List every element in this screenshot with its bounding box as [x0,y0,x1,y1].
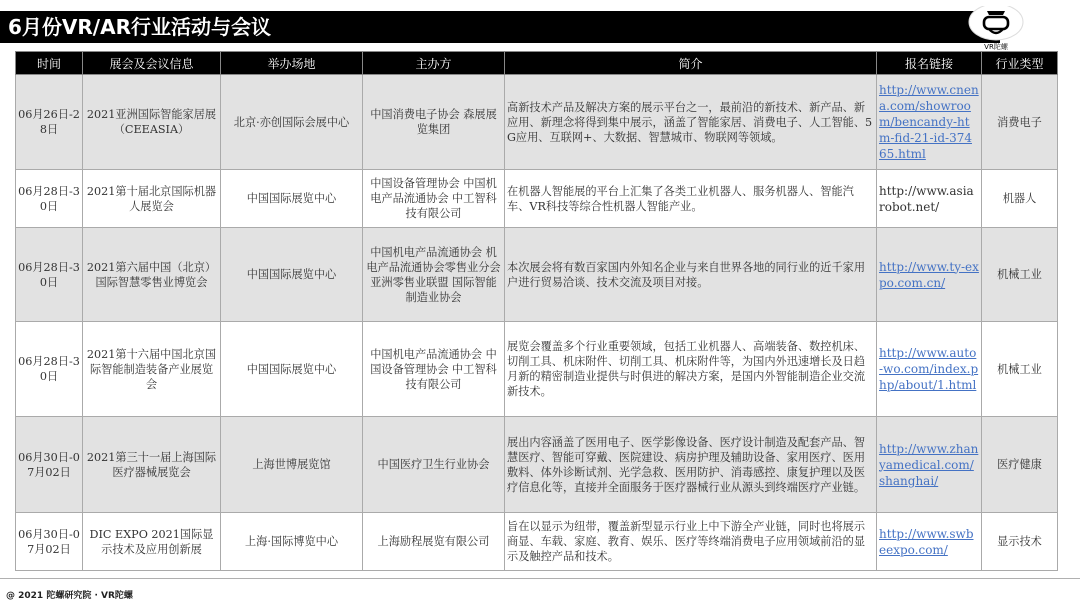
title-bar [0,11,1000,43]
page-title: 6月份VR/AR行业活动与会议 [8,15,271,39]
cell-venue: 中国国际展览中心 [221,322,363,417]
cell-event: 2021第三十一届上海国际医疗器械展览会 [83,417,221,513]
table-row [16,75,1058,170]
header-event: 展会及会议信息 [83,52,221,75]
cell-industry: 机械工业 [982,228,1058,322]
cell-event: DIC EXPO 2021国际显示技术及应用创新展 [83,513,221,571]
header-organizer: 主办方 [363,52,505,75]
cell-event: 2021第六届中国（北京）国际智慧零售业博览会 [83,228,221,322]
footer-divider [0,578,1080,579]
cell-link[interactable]: http://www.swbeexpo.com/ [877,513,982,571]
cell-intro: 在机器人智能展的平台上汇集了各类工业机器人、服务机器人、智能汽车、VR科技等综合性机器人智能产业。 [505,170,877,228]
header-date: 时间 [16,52,83,75]
cell-venue: 上海世博展览馆 [221,417,363,513]
logo [967,6,1025,54]
cell-date: 06月30日-07月02日 [16,513,83,571]
cell-link[interactable]: http://www.auto-wo.com/index.php/about/1.html [877,322,982,417]
footer-copyright: @ 2021 陀螺研究院 · VR陀螺 [6,591,133,601]
cell-venue: 北京·亦创国际会展中心 [221,75,363,170]
cell-link[interactable]: http://www.cnena.com/showroom/bencandy-htm-fid-21-id-37465.html [877,75,982,170]
cell-event: 2021第十届北京国际机器人展览会 [83,170,221,228]
cell-event: 2021亚洲国际智能家居展（CEEASIA） [83,75,221,170]
cell-venue: 中国国际展览中心 [221,170,363,228]
cell-link[interactable]: http://www.ty-expo.com.cn/ [877,228,982,322]
cell-venue: 中国国际展览中心 [221,228,363,322]
cell-organizer: 中国机电产品流通协会 中国设备管理协会 中工智科技有限公司 [363,322,505,417]
logo-text: VR陀螺 [984,43,1008,51]
cell-organizer: 中国机电产品流通协会 机电产品流通协会零售业分会 亚洲零售业联盟 国际智能制造业协会 [363,228,505,322]
cell-intro: 旨在以显示为纽带，覆盖新型显示行业上中下游全产业链，同时也将展示商显、车载、家庭、教育、娱乐、医疗等终端消费电子应用领域前沿的显示及触控产品和技术。 [505,513,877,571]
cell-link[interactable]: http://www.asiarobot.net/ [877,170,982,228]
cell-date: 06月28日-30日 [16,170,83,228]
cell-industry: 显示技术 [982,513,1058,571]
cell-venue: 上海·国际博览中心 [221,513,363,571]
cell-date: 06月28日-30日 [16,228,83,322]
cell-intro: 本次展会将有数百家国内外知名企业与来自世界各地的同行业的近千家用户进行贸易洽谈、技术交流及项目对接。 [505,228,877,322]
cell-organizer: 中国医疗卫生行业协会 [363,417,505,513]
cell-event: 2021第十六届中国北京国际智能制造装备产业展览会 [83,322,221,417]
cell-industry: 医疗健康 [982,417,1058,513]
cell-organizer: 上海励程展览有限公司 [363,513,505,571]
table-row [16,417,1058,513]
header-link: 报名链接 [877,52,982,75]
events-table [15,51,1058,571]
cell-industry: 消费电子 [982,75,1058,170]
header-venue: 举办场地 [221,52,363,75]
cell-industry: 机器人 [982,170,1058,228]
table-row [16,228,1058,322]
vr-headset-icon [967,6,1025,42]
table-row [16,513,1058,571]
cell-intro: 展出内容涵盖了医用电子、医学影像设备、医疗设计制造及配套产品、智慧医疗、智能可穿戴、医院建设、病房护理及辅助设备、家用医疗、医用敷料、体外诊断试剂、光学急救、医用防护、消毒感控、康复护理以及医疗信息化等，直接并全面服务于医疗器械行业从源头到终端医疗产业链。 [505,417,877,513]
cell-organizer: 中国消费电子协会 森展展览集团 [363,75,505,170]
header-intro: 简介 [505,52,877,75]
cell-organizer: 中国设备管理协会 中国机电产品流通协会 中工智科技有限公司 [363,170,505,228]
cell-date: 06月30日-07月02日 [16,417,83,513]
header-industry: 行业类型 [982,52,1058,75]
cell-date: 06月26日-28日 [16,75,83,170]
cell-date: 06月28日-30日 [16,322,83,417]
table-header-row [16,52,1058,75]
cell-industry: 机械工业 [982,322,1058,417]
cell-intro: 展览会覆盖多个行业重要领域，包括工业机器人、高端装备、数控机床、切削工具、机床附件、切削工具、机床附件等，为国内外迅速增长及日趋月新的精密制造业提供与时俱进的解决方案，是国内外智能制造企业交流新技术。 [505,322,877,417]
cell-intro: 高新技术产品及解决方案的展示平台之一，最前沿的新技术、新产品、新应用、新理念将得到集中展示，涵盖了智能家居、消费电子、人工智能、5G应用、互联网+、大数据、智慧城市、物联网等领域。 [505,75,877,170]
table-row [16,322,1058,417]
table-row [16,170,1058,228]
cell-link[interactable]: http://www.zhanyamedical.com/shanghai/ [877,417,982,513]
